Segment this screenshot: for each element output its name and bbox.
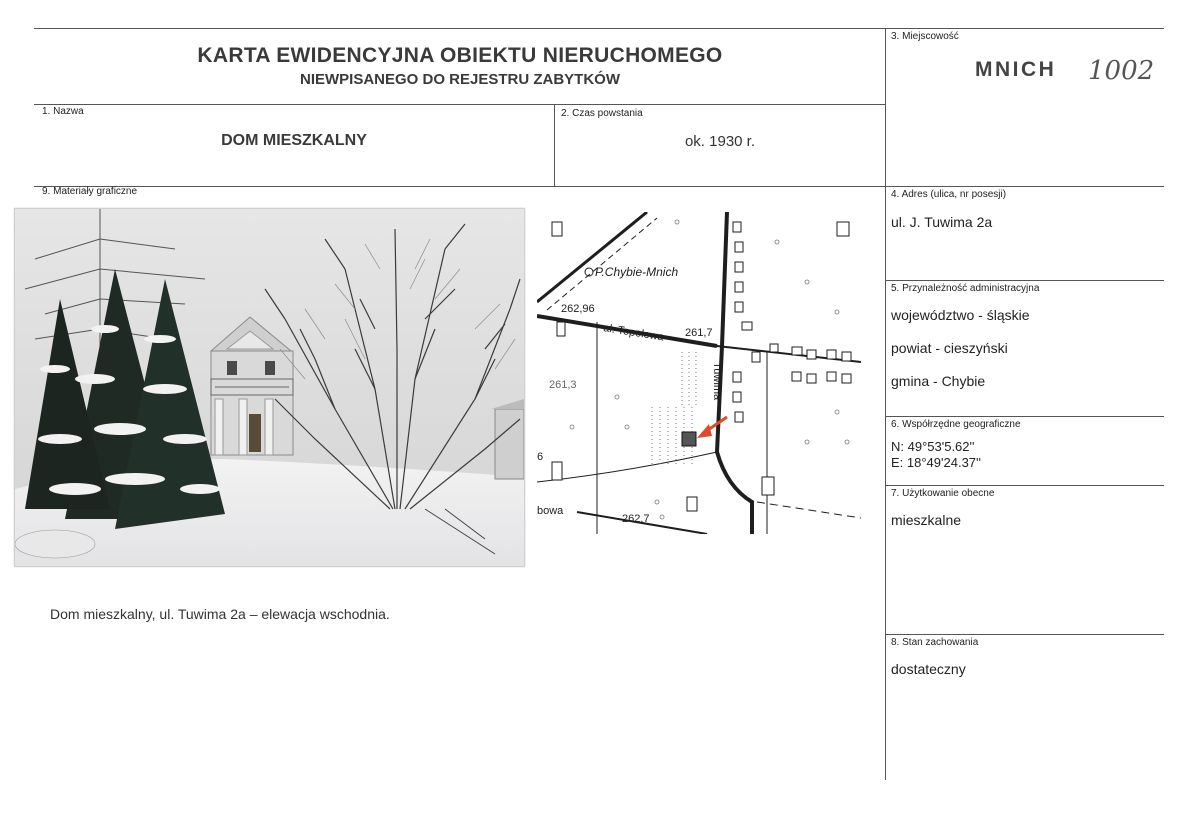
map-label-station: P.Chybie-Mnich xyxy=(595,265,679,279)
main-column-divider xyxy=(885,28,886,780)
miejscowosc-label: 3. Miejscowość xyxy=(891,31,959,42)
map-label-h3: 261,3 xyxy=(549,379,577,391)
wspolrzedne-label: 6. Współrzędne geograficzne xyxy=(891,419,1021,430)
czas-value: ok. 1930 r. xyxy=(684,133,756,150)
uzytkowanie-label: 7. Użytkowanie obecne xyxy=(891,488,995,499)
map-label-bowa: bowa xyxy=(537,505,564,517)
map-label-tuwima: Tuwima xyxy=(711,362,723,401)
sec7-divider xyxy=(885,485,1164,486)
uzytkowanie-value: mieszkalne xyxy=(891,512,962,528)
top-border xyxy=(34,28,1164,29)
nazwa-label: 1. Nazwa xyxy=(42,106,84,117)
przynaleznosc-label: 5. Przynależność administracyjna xyxy=(891,283,1040,294)
stan-value: dostateczny xyxy=(891,661,966,677)
map-label-h4: 262,7 xyxy=(622,513,650,525)
adres-value: ul. J. Tuwima 2a xyxy=(891,214,993,230)
stan-label: 8. Stan zachowania xyxy=(891,637,979,648)
map-label-topolowa: al. Topolowa xyxy=(602,322,665,344)
house-photo xyxy=(14,208,525,567)
adres-label: 4. Adres (ulica, nr posesji) xyxy=(891,189,1007,200)
card-number: 1002 xyxy=(1088,56,1155,86)
card-subtitle: NIEWPISANEGO DO REJESTRU ZABYTKÓW xyxy=(299,71,621,88)
sec8-divider xyxy=(885,634,1164,635)
sec6-divider xyxy=(885,416,1164,417)
nazwa-value: DOM MIESZKALNY xyxy=(221,132,367,149)
miejscowosc-value: MNICH xyxy=(975,58,1057,81)
map-label-num6: 6 xyxy=(537,451,544,463)
photo-caption: Dom mieszkalny, ul. Tuwima 2a – elewacja wschodnia. xyxy=(50,606,390,622)
gmina-value: gmina - Chybie xyxy=(891,373,986,389)
map-label-h1: 262,96 xyxy=(561,303,595,315)
powiat-value: powiat - cieszyński xyxy=(891,340,1008,356)
card-title: KARTA EWIDENCYJNA OBIEKTU NIERUCHOMEGO xyxy=(197,44,723,67)
wojewodztwo-value: województwo - śląskie xyxy=(891,307,1030,323)
row2-divider xyxy=(34,186,1164,187)
row1-divider xyxy=(34,104,885,105)
latitude-value: N: 49°53'5.62'' xyxy=(891,439,975,454)
czas-label: 2. Czas powstania xyxy=(561,108,643,119)
location-map xyxy=(537,212,861,534)
longitude-value: E: 18°49'24.37'' xyxy=(891,455,981,470)
sec5-divider xyxy=(885,280,1164,281)
map-label-h2: 261,7 xyxy=(685,327,713,339)
materialy-label: 9. Materiały graficzne xyxy=(42,186,138,197)
